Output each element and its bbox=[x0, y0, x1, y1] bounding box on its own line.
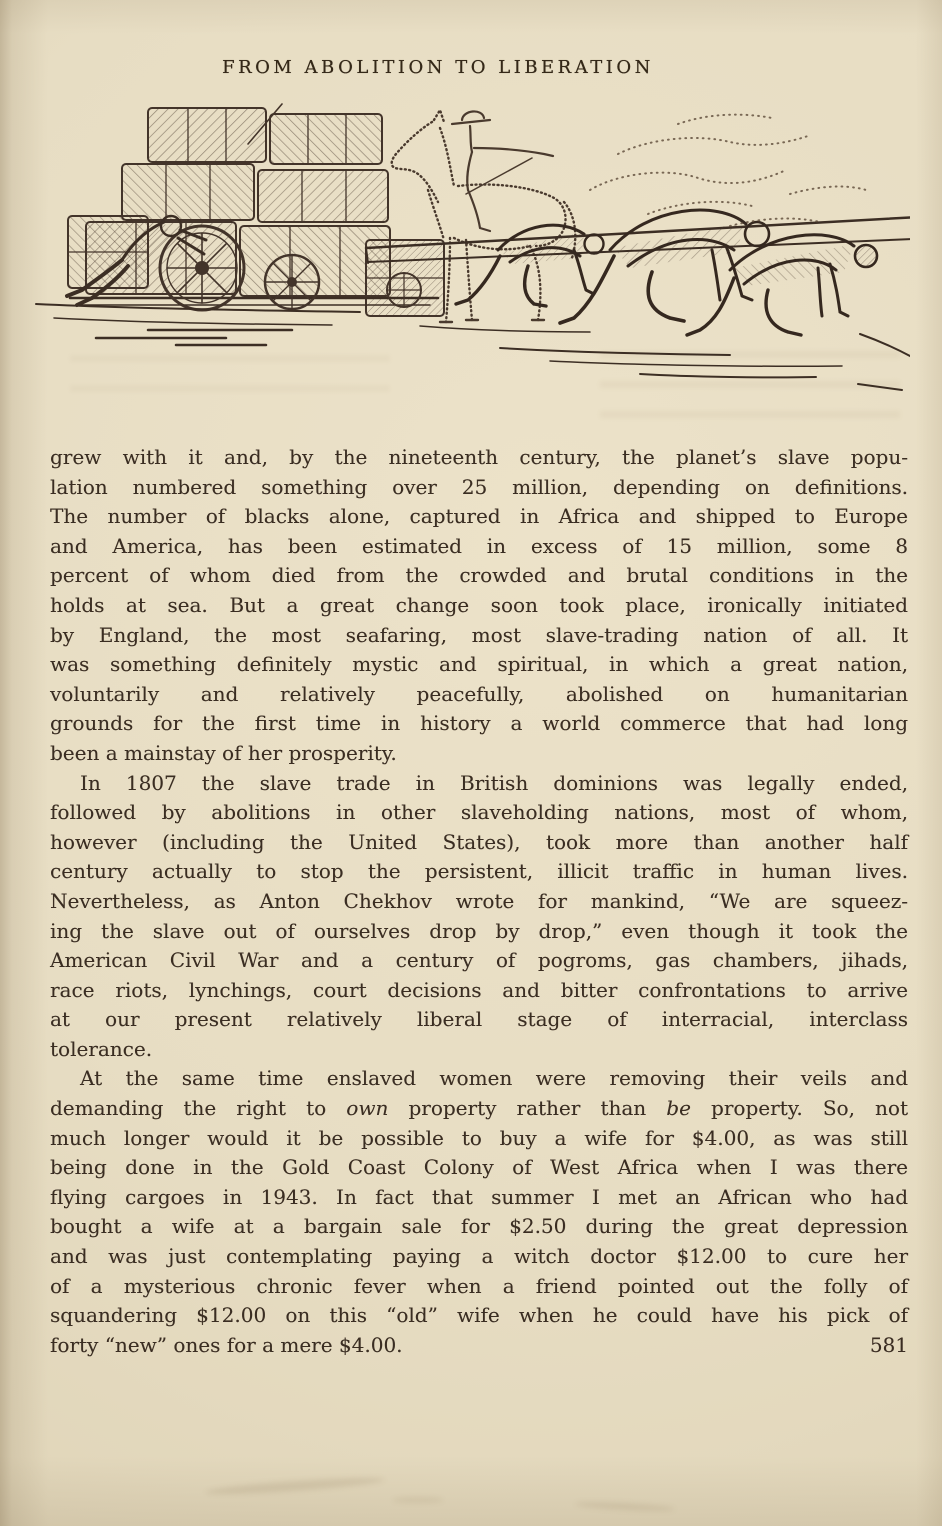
text-run: In 1807 the slave trade in British dominions was legally ended, bbox=[80, 770, 908, 795]
text-run: bought a wife at a bargain sale for $2.50 during the great depression bbox=[50, 1214, 908, 1239]
text-line bbox=[50, 946, 908, 976]
illustration-slaves-pulling-cart bbox=[30, 98, 910, 420]
text-line bbox=[50, 917, 908, 947]
text-run: was something definitely mystic and spiritual, in which a great nation, bbox=[50, 652, 908, 677]
text-line bbox=[50, 1153, 908, 1183]
text-line bbox=[50, 532, 908, 562]
text-run: flying cargoes in 1943. In fact that summer I met an African who had bbox=[50, 1184, 908, 1209]
text-line bbox=[50, 1301, 908, 1331]
text-run: The number of blacks alone, captured in Africa and shipped to Europe bbox=[50, 504, 908, 529]
text-line bbox=[50, 680, 908, 710]
text-line bbox=[50, 857, 908, 887]
text-run: followed by abolitions in other slaveholding nations, most of whom, bbox=[50, 800, 908, 825]
text-run: by England, the most seafaring, most slave-trading nation of all. It bbox=[50, 622, 908, 647]
text-run: property. So, not bbox=[690, 1096, 909, 1121]
text-line bbox=[50, 887, 908, 917]
text-line bbox=[50, 1005, 908, 1035]
text-line bbox=[50, 621, 908, 651]
ground-lines bbox=[36, 304, 910, 390]
text-run: squandering $12.00 on this “old” wife when he could have his pick of bbox=[50, 1303, 908, 1328]
italic-text-run: be bbox=[666, 1096, 691, 1121]
text-run: percent of whom died from the crowded and brutal conditions in the bbox=[50, 563, 908, 588]
text-line bbox=[50, 976, 908, 1006]
text-run: Nevertheless, as Anton Chekhov wrote for mankind, “We are squeez- bbox=[50, 888, 908, 913]
paragraph bbox=[50, 769, 908, 1065]
pointing-arm bbox=[474, 148, 553, 156]
text-run: American Civil War and a century of pogroms, gas chambers, jihads, bbox=[50, 948, 908, 973]
text-line bbox=[50, 591, 908, 621]
text-line bbox=[50, 1212, 908, 1242]
text-line bbox=[50, 1094, 908, 1124]
text-run: grounds for the first time in history a world commerce that had long bbox=[50, 711, 908, 736]
text-run: holds at sea. But a great change soon took place, ironically initiated bbox=[50, 592, 908, 617]
text-run: and was just contemplating paying a witch doctor $12.00 to cure her bbox=[50, 1244, 908, 1269]
text-line bbox=[50, 1331, 908, 1361]
overseer-rider bbox=[452, 111, 553, 231]
text-run: forty “new” ones for a mere $4.00. bbox=[50, 1332, 403, 1357]
paragraph bbox=[50, 443, 908, 769]
text-line bbox=[50, 739, 908, 769]
italic-text-run: own bbox=[346, 1096, 389, 1121]
smudge-mark bbox=[392, 1497, 444, 1503]
body-text bbox=[50, 443, 908, 1360]
text-line bbox=[50, 1242, 908, 1272]
pulling-men bbox=[456, 210, 877, 335]
text-run: ing the slave out of ourselves drop by drop,” even though it took the bbox=[50, 918, 908, 943]
text-run: at our present relatively liberal stage of interracial, interclass bbox=[50, 1007, 908, 1032]
smudge-mark bbox=[575, 1500, 675, 1512]
pulling-man-1 bbox=[456, 225, 604, 306]
text-run: grew with it and, by the nineteenth century, the planet’s slave popu- bbox=[50, 445, 908, 469]
whip bbox=[466, 158, 532, 194]
text-run: century actually to stop the persistent, illicit traffic in human lives. bbox=[50, 859, 908, 884]
text-run: At the same time enslaved women were removing their veils and bbox=[80, 1066, 908, 1091]
text-run: been a mainstay of her prosperity. bbox=[50, 740, 397, 765]
text-line bbox=[50, 1035, 908, 1065]
text-run: lation numbered something over 25 million, depending on definitions. bbox=[50, 474, 908, 499]
pulling-man-2 bbox=[560, 210, 769, 323]
text-run: voluntarily and relatively peacefully, abolished on humanitarian bbox=[50, 681, 908, 706]
text-line bbox=[50, 473, 908, 503]
smudge-mark bbox=[205, 1475, 385, 1498]
text-line bbox=[50, 561, 908, 591]
text-run: race riots, lynchings, court decisions and bitter confrontations to arrive bbox=[50, 977, 908, 1002]
text-run: and America, has been estimated in excess of 15 million, some 8 bbox=[50, 533, 908, 558]
text-line bbox=[50, 769, 908, 799]
horse-hooves bbox=[440, 320, 544, 322]
text-run: however (including the United States), took more than another half bbox=[50, 829, 908, 854]
text-line bbox=[50, 828, 908, 858]
text-run: of a mysterious chronic fever when a friend pointed out the folly of bbox=[50, 1273, 908, 1298]
paragraph bbox=[50, 1064, 908, 1360]
text-run: much longer would it be possible to buy a wife for $4.00, as was still bbox=[50, 1125, 908, 1150]
text-line bbox=[50, 502, 908, 532]
text-line bbox=[50, 443, 908, 473]
text-run: property rather than bbox=[388, 1096, 667, 1121]
text-run: being done in the Gold Coast Colony of West Africa when I was there bbox=[50, 1155, 908, 1180]
text-line bbox=[50, 709, 908, 739]
text-run: demanding the right to bbox=[50, 1096, 347, 1121]
running-header: FROM ABOLITION TO LIBERATION bbox=[222, 57, 654, 78]
text-line bbox=[50, 798, 908, 828]
text-line bbox=[50, 1124, 908, 1154]
illustration-svg bbox=[30, 98, 910, 420]
text-run: tolerance. bbox=[50, 1036, 153, 1061]
hat bbox=[452, 111, 490, 124]
text-line bbox=[50, 1272, 908, 1302]
dust-cloud bbox=[590, 115, 866, 226]
text-line bbox=[50, 1183, 908, 1213]
text-line bbox=[50, 650, 908, 680]
text-line bbox=[50, 1064, 908, 1094]
page-number: 581 bbox=[869, 1332, 908, 1357]
